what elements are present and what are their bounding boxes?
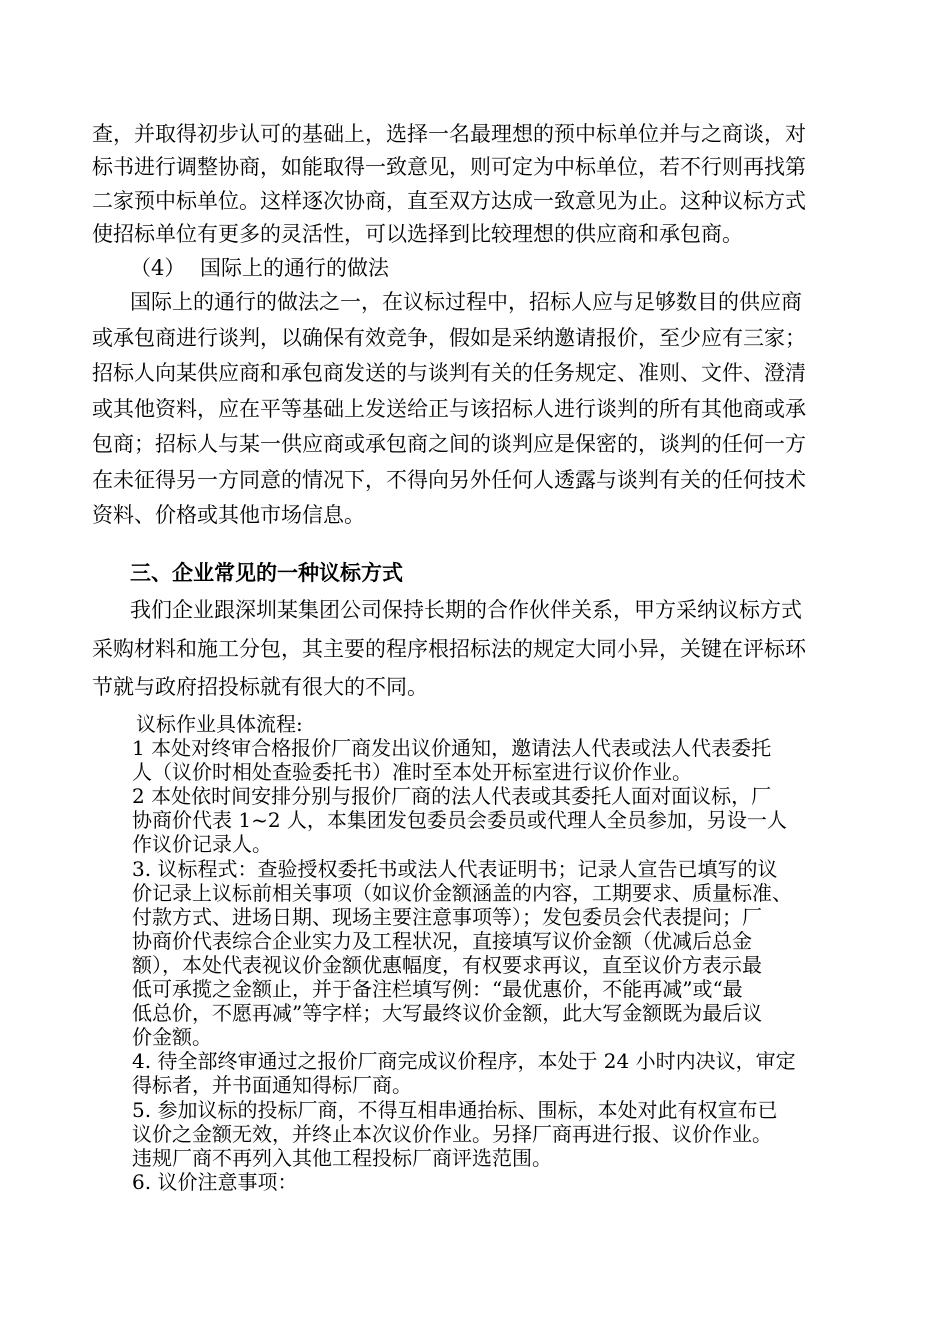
text-line: 查，并取得初步认可的基础上，选择一名最理想的预中标单位并与之商谈，对: [92, 122, 806, 146]
flow-title: 议标作业具体流程:: [136, 712, 303, 736]
flow-line: 4. 待全部终审通过之报价厂商完成议价程序，本处于 24 小时内决议，审定: [132, 1049, 796, 1074]
flow-line: 得标者，并书面通知得标厂商。: [132, 1073, 412, 1098]
flow-line: 协商价代表 1~2 人，本集团发包委员会委员或代理人全员参加，另设一人: [132, 808, 787, 833]
text-line: 我们企业跟深圳某集团公司保持长期的合作伙伴关系，甲方采纳议标方式: [130, 598, 802, 622]
flow-line: 价记录上议标前相关事项（如议价金额涵盖的内容，工期要求、质量标准、: [132, 880, 792, 905]
flow-line: 额），本处代表视议价金额优惠幅度，有权要求再议，直至议价方表示最: [132, 952, 762, 977]
flow-line: 人（议价时相处查验委托书）准时至本处开标室进行议价作业。: [132, 760, 692, 785]
paragraph-international-practice: [92, 285, 858, 534]
text-line: 标书进行调整协商，如能取得一致意见，则可定为中标单位，若不行则再找第: [92, 155, 806, 180]
section-heading: 三、企业常见的一种议标方式: [130, 560, 403, 585]
flow-line: 议价之金额无效，并终止本次议价作业。另择厂商再进行报、议价作业。: [132, 1121, 772, 1146]
subheading: [130, 252, 389, 285]
text-line: 节就与政府招投标就有很大的不同。: [92, 675, 428, 699]
flow-line: 低总价，不愿再减”等字样；大写最终议价金额，此大写金额既为最后议: [132, 1001, 763, 1026]
flow-line: 2 本处依时间安排分别与报价厂商的法人代表或其委托人面对面议标，厂: [132, 784, 772, 809]
flow-line: 3. 议标程式：查验授权委托书或法人代表证明书；记录人宣告已填写的议: [132, 856, 778, 881]
text-line: 采购材料和施工分包，其主要的程序根招标法的规定大同小异，关键在评标环: [92, 636, 806, 661]
text-line: 或承包商进行谈判，以确保有效竞争，假如是采纳邀请报价，至少应有三家；: [92, 325, 806, 350]
text-line: 国际上的通行的做法之一，在议标过程中，招标人应与足够数目的供应商: [130, 290, 802, 314]
flow-line: 违规厂商不再列入其他工程投标厂商评选范围。: [132, 1145, 552, 1170]
flow-line: 价金额。: [132, 1025, 212, 1050]
paragraph-enterprise: [92, 591, 858, 707]
text-line: 包商；招标人与某一供应商或承包商之间的谈判应是保密的，谈判的任何一方: [92, 432, 806, 456]
flow-line: 1 本处对终审合格报价厂商发出议价通知，邀请法人代表或法人代表委托: [132, 736, 772, 761]
text-line: 二家预中标单位。这样逐次协商，直至双方达成一致意见为止。这种议标方式: [92, 188, 806, 213]
text-line: 资料、价格或其他市场信息。: [92, 503, 365, 527]
subheading-number: （4）: [130, 256, 186, 280]
flow-line: 低可承揽之金额止，并于备注栏填写例：“最优惠价，不能再减”或“最: [132, 977, 743, 1002]
flow-line: 5. 参加议标的投标厂商，不得互相串通抬标、围标，本处对此有权宣布已: [132, 1097, 778, 1122]
process-flow: [132, 712, 872, 1194]
flow-line: 6. 议价注意事项：: [132, 1169, 298, 1194]
text-line: 在未征得另一方同意的情况下，不得向另外任何人透露与谈判有关的任何技术: [92, 467, 806, 492]
text-line: 使招标单位有更多的灵活性，可以选择到比较理想的供应商和承包商。: [92, 221, 743, 246]
text-line: 招标人向某供应商和承包商发送的与谈判有关的任务规定、准则、文件、澄清: [92, 361, 806, 385]
flow-line: 协商价代表综合企业实力及工程状况，直接填写议价金额（优减后总金: [132, 928, 752, 953]
subheading-text: 国际上的通行的做法: [200, 256, 389, 280]
paragraph-continued: [92, 118, 858, 251]
text-line: 或其他资料，应在平等基础上发送给正与该招标人进行谈判的所有其他商或承: [92, 396, 806, 421]
flow-line: 作议价记录人。: [132, 832, 272, 857]
flow-line: 付款方式、进场日期、现场主要注意事项等）；发包委员会代表提问；厂: [132, 904, 762, 929]
